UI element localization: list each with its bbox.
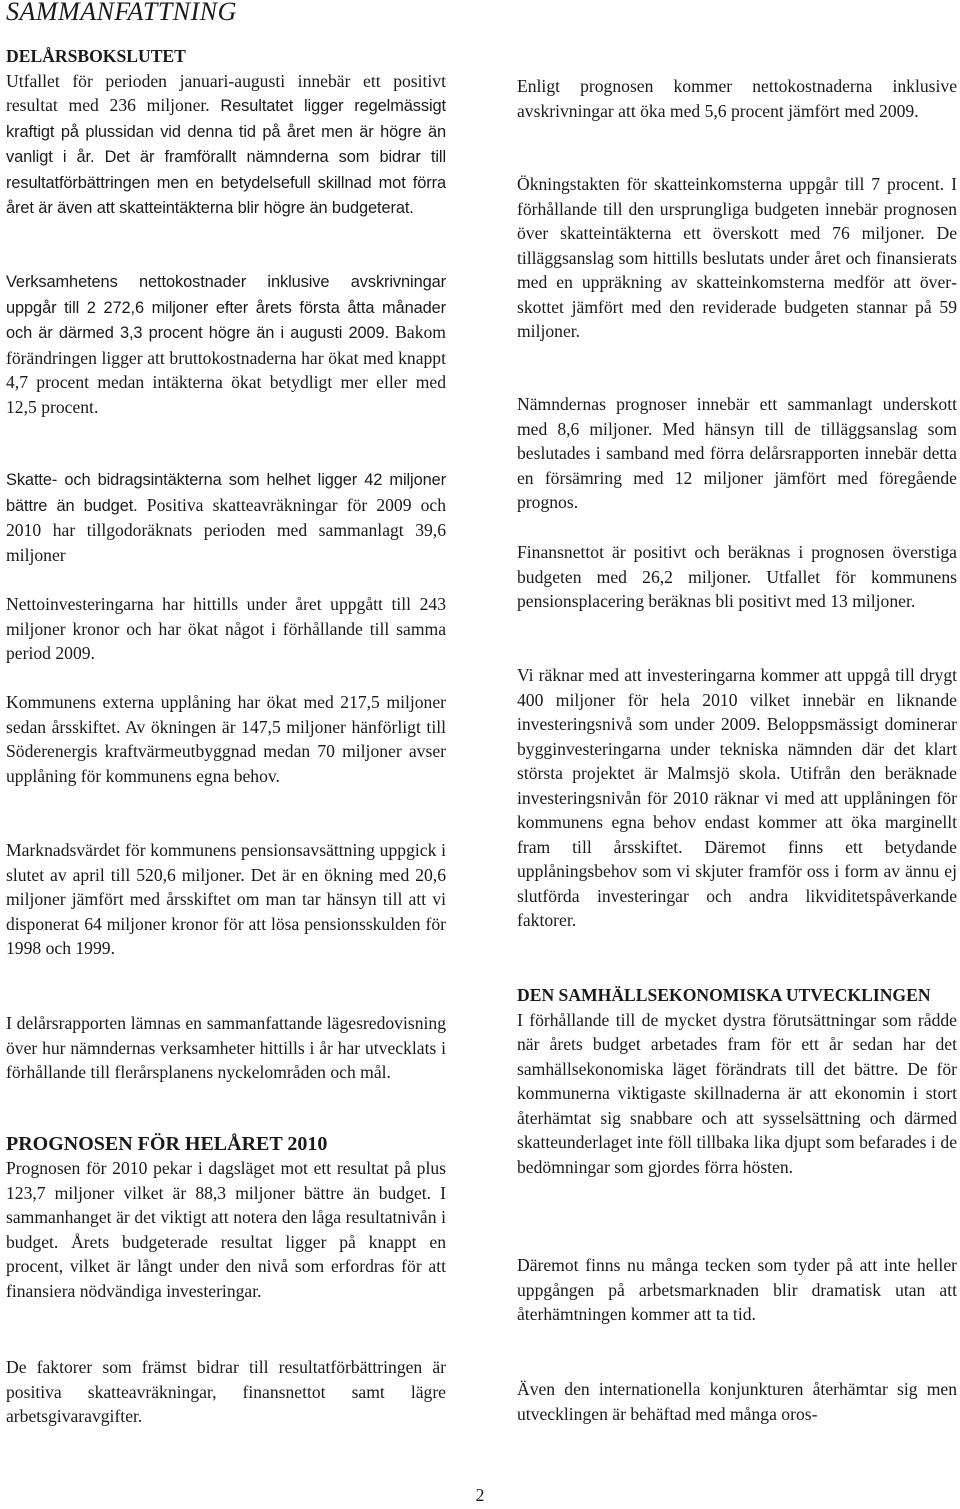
paragraph: I delårsrapporten lämnas en sammanfattande lägesredovisning över hur nämndernas verksamheter hittills i år har utvecklats i förhållande till flerårsplanens nyckelområden och mål. <box>6 1013 446 1082</box>
paragraph: De faktorer som främst bidrar till resultatförbättringen är positiva skatteavräkningar, finansnettot samt lägre arbetsgivaravgifter. <box>6 1357 446 1426</box>
section-heading-prognosen: PROGNOSEN FÖR HELÅRET 2010 <box>6 1133 328 1155</box>
samhallsekonomi-section <box>517 983 957 1179</box>
paragraph: Ökningstakten för skatteinkomsterna uppgår till 7 procent. I förhållande till den ursprungliga budgeten innebär prognosen över skatteintäkterna ett överskott med 76 miljoner. De tilläggsanslag som hittills beslutats under året och finansierats med en uppräkning av skatteinkomsterna medför att överskottet jämfört med den reviderade budgeten stannar på 59 miljoner. <box>517 174 957 341</box>
paragraph: Finansnettot är positivt och beräknas i prognosen överstiga budgeten med 26,2 miljoner. Utfallet för kommunens pensionsplacering beräknas bli positivt med 13 miljoner. <box>517 542 957 611</box>
paragraph: Däremot finns nu många tecken som tyder på att inte heller uppgången på arbetsmarknaden blir dramatisk utan att återhämtningen kommer att ta tid. <box>517 1255 957 1324</box>
paragraph: Nettoinvesteringarna har hittills under året uppgått till 243 miljoner kronor och har ökat något i förhållande till samma period 2009. <box>6 594 446 663</box>
delarsbokslut-section <box>6 44 446 221</box>
section-heading-delarsbokslutet: DELÅRSBOKSLUTET <box>6 46 186 66</box>
prognos-section <box>6 1132 446 1303</box>
paragraph: Verksamhetens nettokostnader inklusive avskrivningar uppgår till 2 272,6 miljoner efter årets första åtta månader och är därmed 3,3 procent högre än i augusti 2009. Bakom förändringen ligger att bruttokostnaderna har ökat med knappt 4,7 procent medan intäkterna ökat betydligt mer eller med 12,5 procent. <box>6 273 446 417</box>
page-title: SAMMANFATTNING <box>6 0 237 26</box>
paragraph: Även den internationella konjunkturen återhämtar sig men utvecklingen är behäftad med många oros- <box>517 1379 957 1424</box>
paragraph: Marknadsvärdet för kommunens pensionsavsättning uppgick i slutet av april till 520,6 miljoner. Det är en ökning med 20,6 miljoner jämfört med årsskiftet om man tar hänsyn till att vi disponerat 64 miljoner kronor för att lösa pensionsskulden för 1998 och 1999. <box>6 840 446 958</box>
paragraph: Enligt prognosen kommer nettokostnaderna inklusive avskrivningar att öka med 5,6 procent jämfört med 2009. <box>517 76 957 121</box>
page-number: 2 <box>475 1485 485 1505</box>
paragraph: Vi räknar med att investeringarna kommer att uppgå till drygt 400 miljoner för hela 2010 vilket innebär en liknande investeringsnivå som under 2009. Beloppsmässigt dominerar bygginvesteringarna under tekniska nämnden där det klart största projektet är Malmsjö skola. Utifrån den beräknade investeringsnivån för 2010 räknar vi med att upplåningen för kommunens egna behov endast kommer att öka marginellt fram till årsskiftet. Däremot finns ett betydande upplåningsbehov som vi skjuter framför oss i form av ännu ej slutförda investeringar och andra likviditetspåverkande faktorer. <box>517 665 957 930</box>
paragraph: Prognosen för 2010 pekar i dagsläget mot ett resultat på plus 123,7 miljoner vilket är 88,3 miljoner bättre än budget. I sammanhanget är det viktigt att notera den låga resultatnivån i budget. Årets budgeterade resultat ligger på knappt en procent, vilket är långt under den nivå som erfordras för att finansiera nödvändiga investeringar. <box>6 1158 446 1301</box>
paragraph: Utfallet för perioden januari-augusti innebär ett positivt resultat med 236 miljoner. Resultatet ligger regelmässigt kraftigt på plussidan vid denna tid på året men är högre än vanligt i år. Det är framförallt nämnderna som bidrar till resultatförbättringen men en betydelsefull skillnad mot förra året är även att skatteintäkterna blir högre än budgeterat. <box>6 70 446 217</box>
paragraph: Nämndernas prognoser innebär ett sammanlagt underskott med 8,6 miljoner. Med hänsyn till de tilläggsanslag som beslutades i samband med förra delårsrapporten innebär detta en försämring med 12 miljoner jämfört med föregående prognos. <box>517 394 957 512</box>
paragraph: Skatte- och bidragsintäkterna som helhet ligger 42 miljoner bättre än budget. Positiva skatteavräkningar för 2009 och 2010 har tillgodoräknats perioden med sammanlagt 39,6 miljoner <box>6 471 447 565</box>
paragraph: I förhållande till de mycket dystra förutsättningar som rådde när årets budget arbetades fram för ett år sedan har det samhällsekonomiska läget förändrats till det bättre. De för kommunerna viktigaste skillnaderna är att ekonomin i stort återhämtat sig snabbare och att sysselsättning och därmed skatteunderlaget inte föll tillbaka lika djupt som befarades i de bedömningar som gjordes förra hösten. <box>517 1009 957 1177</box>
section-heading-samhallsekonomi: DEN SAMHÄLLSEKONOMISKA UTVECKLINGEN <box>517 985 931 1005</box>
paragraph: Kommunens externa upplåning har ökat med 217,5 miljoner sedan årsskiftet. Av ökningen är 147,5 miljoner hänförligt till Söderenergis kraftvärmeutbyggnad medan 70 miljoner avser upplåning för kommunens egna behov. <box>6 692 446 786</box>
